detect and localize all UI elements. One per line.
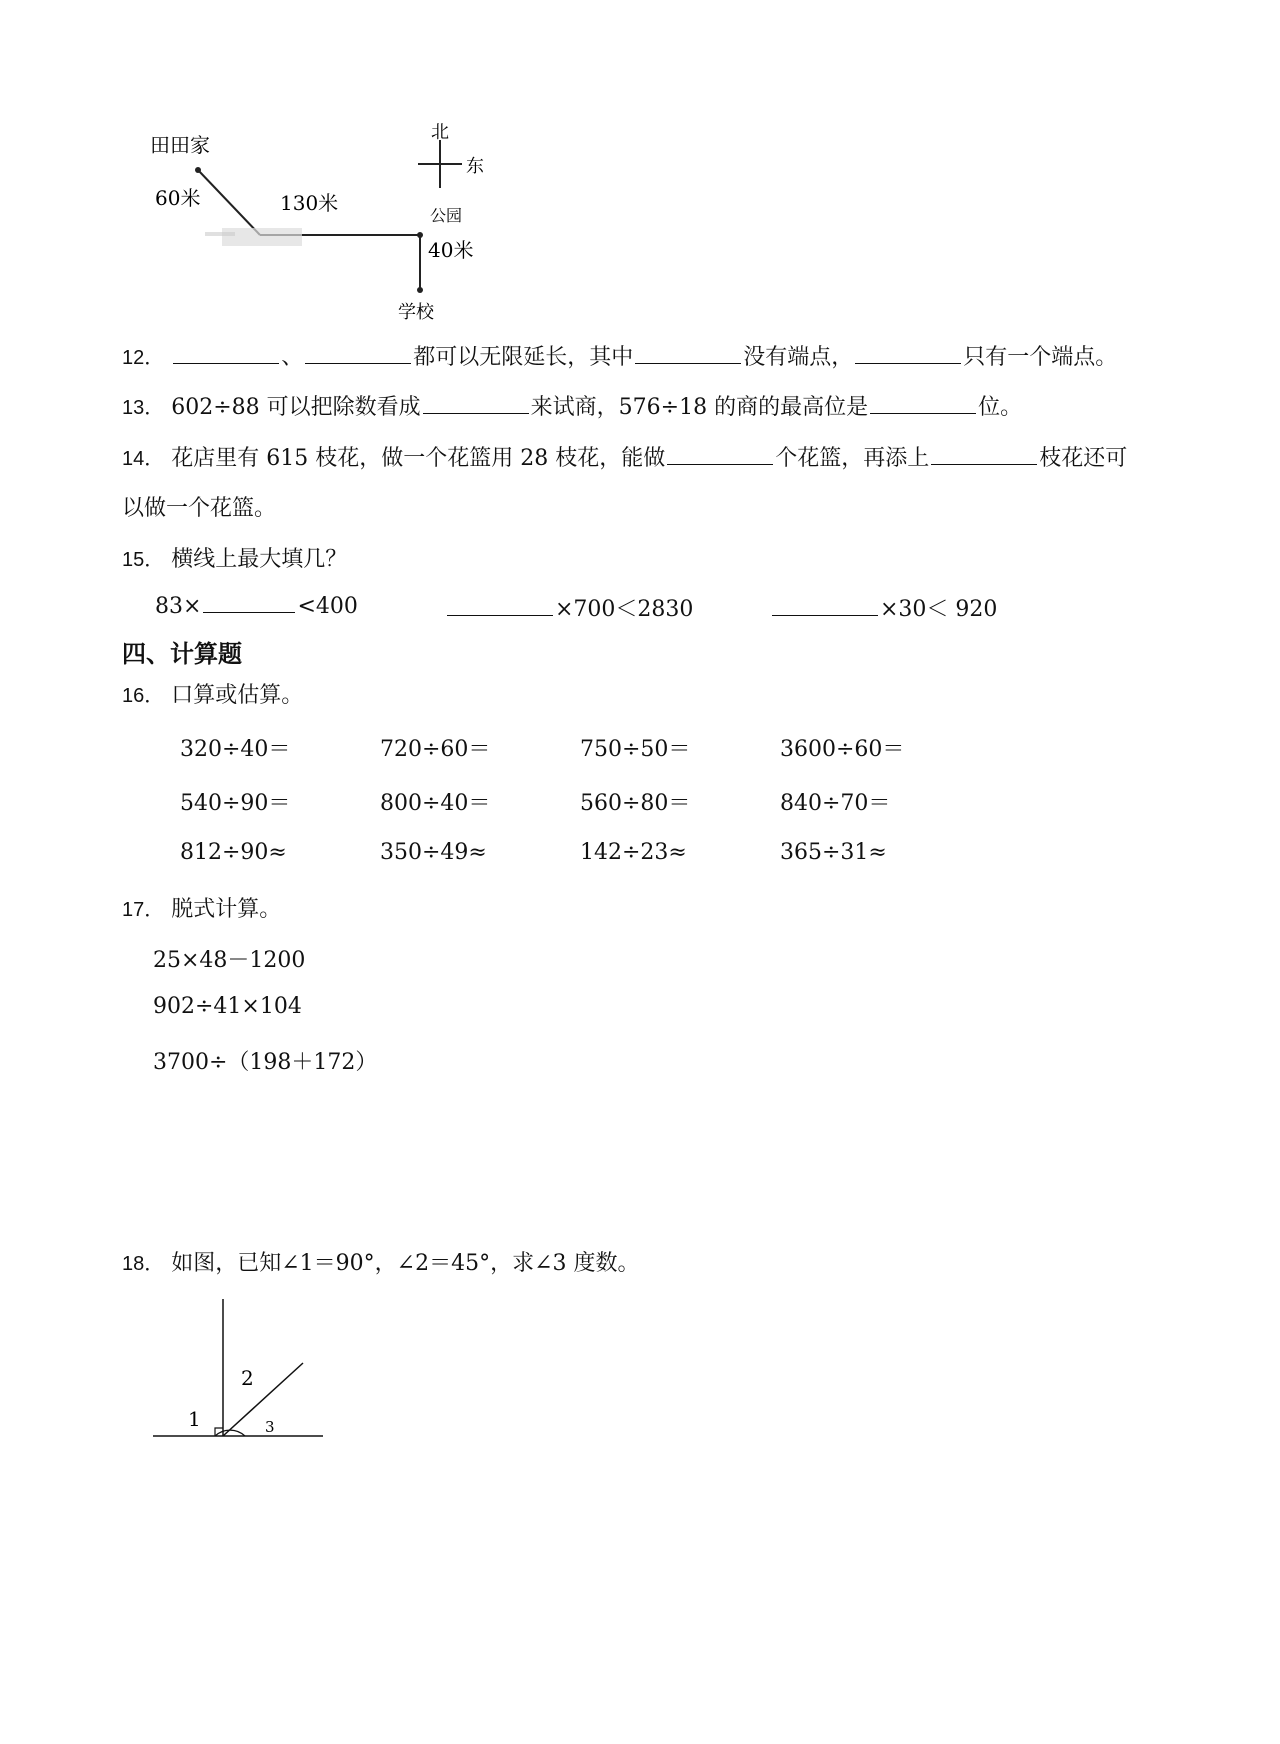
question-number: 16． (122, 685, 165, 707)
park-label: 公园 (430, 206, 463, 225)
answer-blank[interactable] (855, 343, 961, 364)
expression-text: ×700＜2830 (555, 597, 694, 622)
angle-1-label: 1 (188, 1407, 201, 1431)
question-text: 如图，已知∠1＝90°，∠2＝45°，求∠3 度数。 (171, 1251, 640, 1276)
oral-calc-item: 840÷70＝ (780, 791, 891, 816)
answer-blank[interactable] (423, 393, 529, 414)
question-text: 只有一个端点。 (963, 345, 1118, 370)
east-label: 东 (466, 156, 484, 177)
oral-calc-item: 720÷60＝ (380, 737, 491, 762)
answer-blank[interactable] (667, 444, 773, 465)
inequality-2 (445, 592, 693, 623)
oral-calc-item: 3600÷60＝ (780, 737, 905, 762)
answer-blank[interactable] (203, 592, 295, 613)
mid-distance-label: 130米 (280, 191, 339, 215)
oral-calc-item: 540÷90＝ (180, 791, 291, 816)
step-calc-item: 902÷41×104 (153, 994, 302, 1019)
question-text: 位。 (978, 395, 1023, 420)
question-14 (122, 441, 1127, 472)
answer-blank[interactable] (305, 343, 411, 364)
question-number: 18． (122, 1253, 165, 1275)
answer-blank[interactable] (772, 595, 878, 616)
question-13 (122, 390, 1022, 421)
question-18 (122, 1246, 640, 1277)
question-text: 口算或估算。 (171, 683, 304, 708)
question-number: 15． (122, 549, 165, 571)
oral-calc-item: 350÷49≈ (380, 840, 487, 865)
answer-blank[interactable] (447, 595, 553, 616)
map-figure (150, 120, 510, 330)
angle-figure (145, 1295, 345, 1445)
question-12 (122, 340, 1117, 371)
question-14-continued: 以做一个花篮。 (122, 496, 277, 521)
section-heading: 四、计算题 (122, 639, 242, 668)
question-16 (122, 678, 303, 709)
answer-blank[interactable] (870, 393, 976, 414)
oral-calc-item: 320÷40＝ (180, 737, 291, 762)
separator-text: 、 (281, 345, 304, 370)
question-text: 602÷88 可以把除数看成 (171, 395, 421, 420)
angle-3-label: 3 (265, 1418, 275, 1436)
question-number: 13． (122, 397, 165, 419)
question-text: 花店里有 615 枝花，做一个花篮用 28 枝花，能做 (171, 446, 666, 471)
question-text: 横线上最大填几？ (171, 547, 348, 572)
oral-calc-item: 142÷23≈ (580, 840, 687, 865)
oral-calc-item: 365÷31≈ (780, 840, 887, 865)
angle-2-label: 2 (241, 1366, 254, 1390)
inequality-3 (770, 592, 997, 623)
oral-calc-item: 750÷50＝ (580, 737, 691, 762)
expression-text: 83× (155, 594, 202, 619)
answer-blank[interactable] (635, 343, 741, 364)
answer-blank[interactable] (173, 343, 279, 364)
question-text: 没有端点， (743, 345, 854, 370)
question-text: 个花篮，再添上 (775, 446, 930, 471)
question-number: 14． (122, 448, 165, 470)
question-text: 都可以无限延长，其中 (413, 345, 634, 370)
step-calc-item: 25×48－1200 (153, 948, 306, 973)
expression-text: ×30＜ 920 (880, 597, 998, 622)
oral-calc-item: 812÷90≈ (180, 840, 287, 865)
expression-text: <400 (297, 594, 358, 619)
home-label: 田田家 (150, 133, 210, 157)
school-label: 学校 (398, 302, 434, 323)
inequality-1 (155, 592, 358, 619)
question-text: 枝花还可 (1039, 446, 1128, 471)
oral-calc-item: 800÷40＝ (380, 791, 491, 816)
question-text: 来试商，576÷18 的商的最高位是 (530, 395, 869, 420)
question-text: 脱式计算。 (171, 897, 282, 922)
question-number: 17． (122, 899, 165, 921)
park-distance-label: 40米 (428, 238, 474, 262)
home-distance-label: 60米 (155, 186, 201, 210)
north-label: 北 (431, 122, 449, 143)
step-calc-item: 3700÷（198＋172） (153, 1050, 378, 1075)
question-number: 12． (122, 347, 165, 369)
oral-calc-item: 560÷80＝ (580, 791, 691, 816)
answer-blank[interactable] (931, 444, 1037, 465)
question-15 (122, 542, 347, 573)
question-17 (122, 892, 281, 923)
